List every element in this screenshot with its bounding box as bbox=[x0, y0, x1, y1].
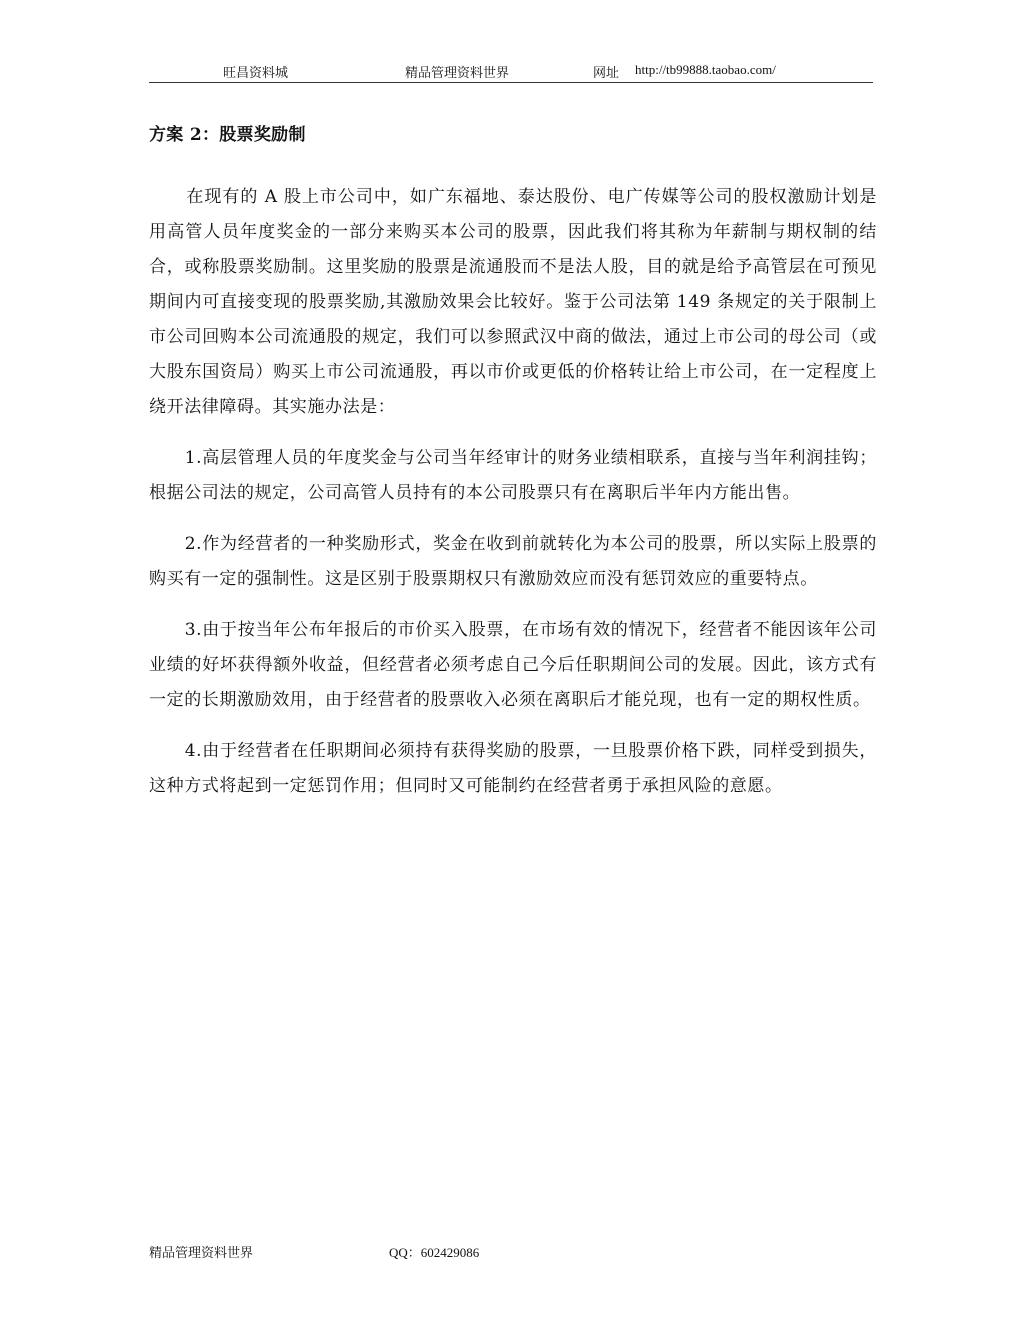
header-url-link[interactable]: http://tb99888.taobao.com/ bbox=[635, 62, 776, 77]
intro-paragraph: 在现有的 A 股上市公司中，如广东福地、泰达股份、电广传媒等公司的股权激励计划是用高管人员年度奖金的一部分来购买本公司的股票，因此我们将其称为年薪制与期权制的结合，或称股票奖励制。这里奖励的股票是流通股而不是法人股，目的就是给予高管层在可预见期间内可直接变现的股票奖励,其激励效果会比较好。鉴于公司法第 149 条规定的关于限制上市公司回购本公司流通股的规定，我们可以参照武汉中商的做法，通过上市公司的母公司（或大股东国资局）购买上市公司流通股，再以市价或更低的价格转让给上市公司，在一定程度上绕开法律障碍。其实施办法是： bbox=[149, 187, 877, 417]
list-item-2: 2.作为经营者的一种奖励形式，奖金在收到前就转化为本公司的股票，所以实际上股票的购买有一定的强制性。这是区别于股票期权只有激励效应而没有惩罚效应的重要特点。 bbox=[149, 534, 877, 589]
list-item-3: 3.由于按当年公布年报后的市价买入股票，在市场有效的情况下，经营者不能因该年公司业绩的好坏获得额外收益，但经营者必须考虑自己今后任职期间公司的发展。因此，该方式有一定的长期激励效用，由于经营者的股票收入必须在离职后才能兑现，也有一定的期权性质。 bbox=[149, 620, 877, 710]
header-url-label: 网址 bbox=[593, 66, 620, 81]
page-header bbox=[149, 58, 873, 83]
page-title: 方案 2：股票奖励制 bbox=[149, 125, 306, 145]
list-item-4: 4.由于经营者在任职期间必须持有获得奖励的股票，一旦股票价格下跌，同样受到损失，这种方式将起到一定惩罚作用；但同时又可能制约在经营者勇于承担风险的意愿。 bbox=[149, 741, 877, 796]
header-brand: 精品管理资料世界 bbox=[405, 66, 510, 81]
footer-qq: QQ：602429086 bbox=[389, 1245, 480, 1260]
list-item-1: 1.高层管理人员的年度奖金与公司当年经审计的财务业绩相联系，直接与当年利润挂钩；根据公司法的规定，公司高管人员持有的本公司股票只有在离职后半年内方能出售。 bbox=[149, 448, 877, 503]
header-site-name: 旺昌资料城 bbox=[223, 66, 289, 81]
document-body bbox=[149, 118, 877, 804]
page-footer bbox=[149, 1242, 649, 1262]
footer-brand: 精品管理资料世界 bbox=[149, 1246, 254, 1261]
